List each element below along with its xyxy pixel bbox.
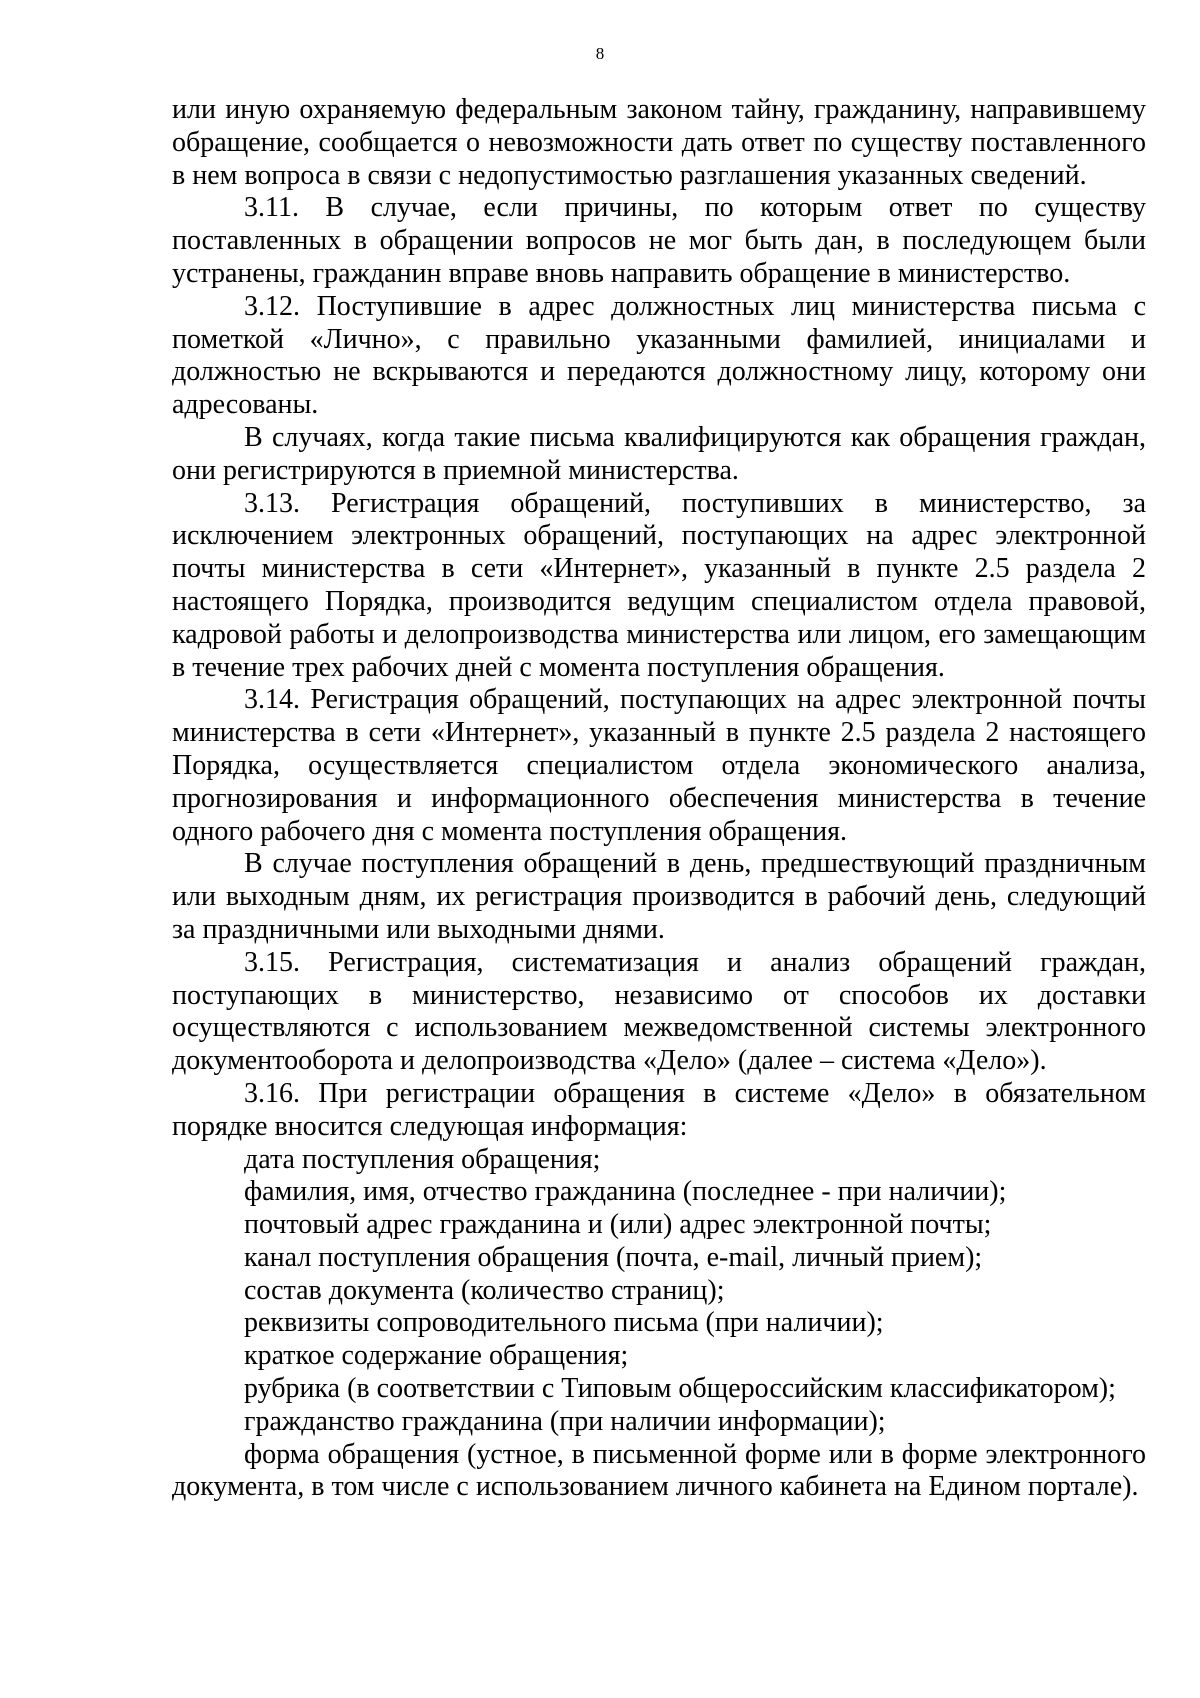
list-item: канал поступления обращения (почта, e-mail, личный прием); [244,1241,983,1273]
paragraph-3-16: 3.16. При регистрации обращения в системе «Дело» в обязательном порядке вносится следующая информация: [172,1077,1146,1142]
paragraph-3-11: 3.11. В случае, если причины, по которым ответ по существу поставленных в обращении вопросов не мог быть дан, в последующем были устранены, гражданин вправе вновь направить обращение в министерство. [172,192,1146,289]
paragraph-3-15: 3.15. Регистрация, систематизация и анализ обращений граждан, поступающих в министерство, независимо от способов их доставки осуществляются с использованием межведомственной системы электронного документооборота и делопроизводства «Дело» (далее – система «Дело»). [172,946,1146,1077]
list-item: фамилия, имя, отчество гражданина (последнее - при наличии); [244,1176,1007,1208]
list-item: рубрика (в соответствии с Типовым общероссийским классификатором); [244,1373,1116,1405]
document-body [172,94,1146,1504]
paragraph-continuation: или иную охраняемую федеральным законом тайну, гражданину, направившему обращение, сообщается о невозможности дать ответ по существу поставленного в нем вопроса в связи с недопустимостью разглашения указанных сведений. [172,94,1146,191]
paragraph-3-12-note: В случаях, когда такие письма квалифицируются как обращения граждан, они регистрируются в приемной министерства. [172,421,1146,486]
list-item: реквизиты сопроводительного письма (при наличии); [244,1307,884,1339]
list-item: краткое содержание обращения; [244,1340,629,1372]
final-paragraph: форма обращения (устное, в письменной форме или в форме электронного документа, в том числе с использованием личного кабинета на Едином портале). [172,1438,1146,1503]
paragraph-3-14-note: В случае поступления обращений в день, предшествующий праздничным или выходным дням, их регистрация производится в рабочий день, следующий за праздничными или выходными днями. [172,848,1146,945]
paragraph-3-13: 3.13. Регистрация обращений, поступивших в министерство, за исключением электронных обращений, поступающих на адрес электронной почты министерства в сети «Интернет», указанный в пункте 2.5 раздела 2 настоящего Порядка, производится ведущим специалистом отдела правовой, кадровой работы и делопроизводства министерства или лицом, его замещающим в течение трех рабочих дней с момента поступления обращения. [172,487,1146,683]
paragraph-3-14: 3.14. Регистрация обращений, поступающих на адрес электронной почты министерства в сети «Интернет», указанный в пункте 2.5 раздела 2 настоящего Порядка, осуществляется специалистом отдела экономического анализа, прогнозирования и информационного обеспечения министерства в течение одного рабочего дня с момента поступления обращения. [172,684,1146,847]
page-number: 8 [595,44,605,63]
list-item: состав документа (количество страниц); [244,1274,725,1306]
list-item: почтовый адрес гражданина и (или) адрес электронной почты; [244,1209,992,1241]
list-item: гражданство гражданина (при наличии информации); [244,1405,886,1437]
list-item: дата поступления обращения; [244,1143,601,1175]
paragraph-3-12: 3.12. Поступившие в адрес должностных лиц министерства письма с пометкой «Лично», с правильно указанными фамилией, инициалами и должностью не вскрываются и передаются должностному лицу, которому они адресованы. [172,290,1146,421]
